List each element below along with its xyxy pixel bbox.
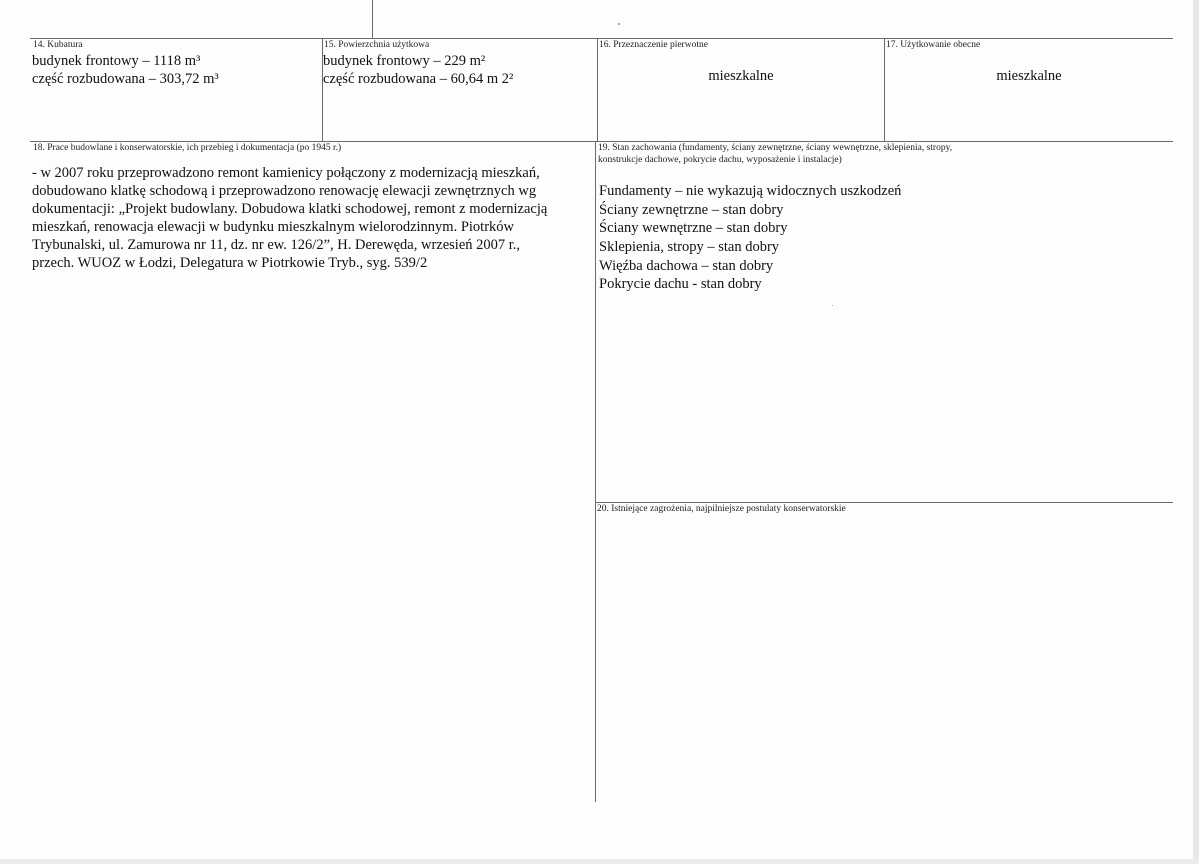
- field-15-line-1: budynek frontowy – 229 m²: [323, 53, 486, 69]
- divider-15-16: [597, 38, 598, 141]
- field-16-label: 16. Przeznaczenie pierwotne: [599, 40, 708, 50]
- field-14-line-1: budynek frontowy – 1118 m³: [32, 53, 201, 69]
- field-19-line: Więźba dachowa – stan dobry: [599, 258, 774, 274]
- field-15-line-2: część rozbudowana – 60,64 m 2²: [323, 71, 514, 87]
- field-16-value: mieszkalne: [708, 68, 774, 84]
- scan-speck: [618, 23, 620, 25]
- scan-speck: [832, 305, 833, 306]
- field-19-label-continued: konstrukcje dachowe, pokrycie dachu, wyposażenie i instalacje): [598, 155, 842, 165]
- field-18-label: 18. Prace budowlane i konserwatorskie, ich przebieg i dokumentacja (po 1945 r.): [33, 143, 342, 153]
- field-19-line: Sklepienia, stropy – stan dobry: [599, 239, 780, 255]
- field-18-line: przech. WUOZ w Łodzi, Delegatura w Piotrkowie Tryb., syg. 539/2: [32, 255, 428, 271]
- field-19-line: Ściany zewnętrzne – stan dobry: [599, 202, 784, 218]
- field-19-line: Fundamenty – nie wykazują widocznych uszkodzeń: [599, 183, 902, 199]
- section-20-border: [595, 502, 1173, 503]
- field-15-label: 15. Powierzchnia użytkowa: [324, 40, 430, 50]
- field-19-label: 19. Stan zachowania (fundamenty, ściany zewnętrzne, ściany wewnętrzne, sklepienia, stropy,: [598, 143, 953, 153]
- field-18-line: dokumentacji: „Projekt budowlany. Dobudowa klatki schodowej, remont z modernizacją: [32, 201, 548, 217]
- field-18-line: mieszkań, renowacja elewacji w budynku mieszkalnym wielorodzinnym. Piotrków: [32, 219, 514, 235]
- field-14-label: 14. Kubatura: [33, 40, 83, 50]
- divider-18-19: [595, 141, 596, 802]
- field-19-line: Ściany wewnętrzne – stan dobry: [599, 220, 788, 236]
- row-top-border: [30, 38, 1173, 39]
- field-18-line: - w 2007 roku przeprowadzono remont kamienicy połączony z modernizacją mieszkań,: [32, 165, 540, 181]
- scan-edge-bottom: [0, 859, 1199, 864]
- field-17-value: mieszkalne: [996, 68, 1062, 84]
- field-18-line: Trybunalski, ul. Zamurowa nr 11, dz. nr ew. 126/2”, H. Derewęda, wrzesień 2007 r.,: [32, 237, 521, 253]
- scan-edge-right: [1193, 0, 1199, 864]
- divider-16-17: [884, 38, 885, 141]
- field-19-line: Pokrycie dachu - stan dobry: [599, 276, 762, 292]
- top-divider: [372, 0, 373, 38]
- row-middle-border: [30, 141, 1173, 142]
- field-17-label: 17. Użytkowanie obecne: [886, 40, 981, 50]
- field-18-line: dobudowano klatkę schodową i przeprowadzono renowację elewacji zewnętrznych wg: [32, 183, 537, 199]
- field-20-label: 20. Istniejące zagrożenia, najpilniejsze postulaty konserwatorskie: [597, 504, 846, 514]
- field-14-line-2: część rozbudowana – 303,72 m³: [32, 71, 219, 87]
